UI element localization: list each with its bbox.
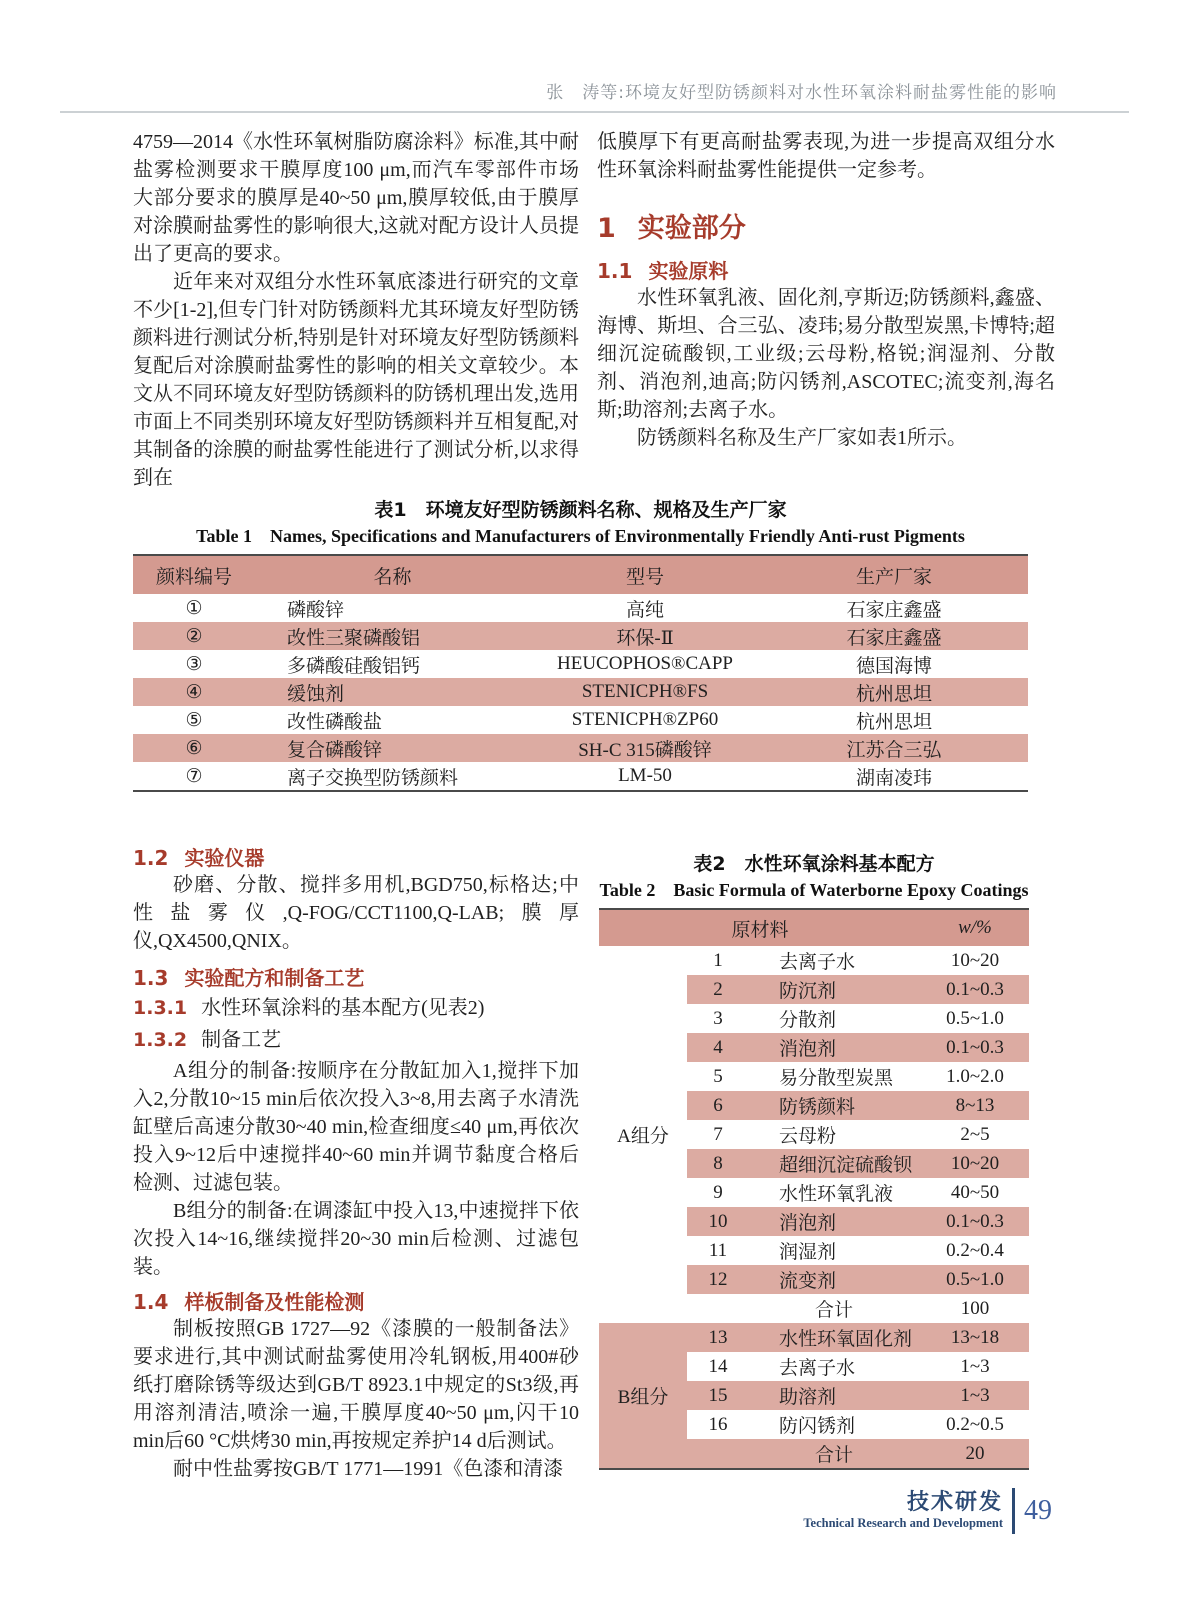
cell: 6 bbox=[687, 1091, 749, 1120]
cell: 14 bbox=[708, 1355, 728, 1377]
cell: ⑥ bbox=[133, 734, 255, 762]
paragraph: 防锈颜料名称及生产厂家如表1所示。 bbox=[637, 427, 967, 449]
cell: 11 bbox=[708, 1239, 728, 1261]
paragraph: 近年来对双组分水性环氧底漆进行研究的文章不少[1-2],但专门针对防锈颜料尤其环境友好型防锈颜料进行测试分析,特别是针对环境友好型防锈颜料复配后对涂膜耐盐雾性的影响的相关文章较少。本文从不同环境友好型防锈颜料的防锈机理出发,选用市面上不同类别环境友好型防锈颜料并互相复配,对其制备的涂膜的耐盐雾性能进行了测试分析,以求得到在 bbox=[133, 271, 579, 489]
column-header: 原材料 bbox=[599, 909, 921, 946]
section-heading-1-3 bbox=[133, 965, 579, 991]
footer-section-title bbox=[803, 1491, 1003, 1531]
cell: 改性磷酸盐 bbox=[287, 711, 383, 733]
section-title: 实验部分 bbox=[637, 213, 746, 244]
paragraph: 耐中性盐雾按GB/T 1771—1991《色漆和清漆 bbox=[173, 1458, 564, 1480]
section-title: 水性环氧涂料的基本配方(见表2) bbox=[201, 997, 485, 1019]
cell: ③ bbox=[185, 653, 203, 675]
cell: STENICPH®ZP60 bbox=[571, 709, 719, 730]
cell: ① bbox=[185, 597, 203, 619]
cell: LM-50 bbox=[618, 765, 672, 786]
cell: 防沉剂 bbox=[749, 975, 921, 1004]
paragraph: A组分的制备:按顺序在分散缸加入1,搅拌下加入2,分散10~15 min后依次投入3~8,用去离子水清洗缸壁后高速分散30~40 min,检查细度≤40 μm,再依次投入9~12后中速搅拌40~60 min并调节黏度合格后检测、过滤包装。 bbox=[133, 1060, 579, 1194]
cell: 15 bbox=[687, 1381, 749, 1410]
paragraph: 砂磨、分散、搅拌多用机,BGD750,标格达;中性盐雾仪,Q-FOG/CCT1100,Q-LAB;膜厚仪,QX4500,QNIX。 bbox=[133, 874, 579, 952]
cell: 润湿剂 bbox=[779, 1242, 837, 1263]
section-number: 1.4 bbox=[133, 1290, 169, 1314]
cell: 消泡剂 bbox=[749, 1033, 921, 1062]
header-rule bbox=[60, 111, 1129, 113]
paragraph: 水性环氧乳液、固化剂,亨斯迈;防锈颜料,鑫盛、海博、斯坦、合三弘、凌玮;易分散型炭黑,卡博特;超细沉淀硫酸钡,工业级;云母粉,格锐;润湿剂、分散剂、消泡剂,迪高;防闪锈剂,ASCOTEC;流变剂,海名斯;助溶剂;去离子水。 bbox=[597, 287, 1055, 421]
column-header: 名称 bbox=[255, 555, 530, 594]
cell: 多磷酸硅酸铝钙 bbox=[287, 655, 421, 677]
cell: 流变剂 bbox=[749, 1265, 921, 1294]
cell: 20 bbox=[921, 1439, 1029, 1469]
cell: 10 bbox=[687, 1207, 749, 1236]
group-label-b: B组分 bbox=[599, 1323, 687, 1469]
running-head: 张 涛等:环境友好型防锈颜料对水性环氧涂料耐盐雾性能的影响 bbox=[546, 83, 1057, 103]
table2-header-row bbox=[599, 909, 1029, 946]
cell: 去离子水 bbox=[779, 952, 856, 973]
cell: 1.0~2.0 bbox=[946, 1065, 1004, 1087]
table-row bbox=[133, 594, 1028, 622]
cell: 防锈颜料 bbox=[749, 1091, 921, 1120]
section-title: 样板制备及性能检测 bbox=[184, 1290, 365, 1314]
footer-divider-bar bbox=[1012, 1488, 1015, 1534]
table-row bbox=[133, 650, 1028, 678]
cell: 0.1~0.3 bbox=[921, 975, 1029, 1004]
section-heading-1-4 bbox=[133, 1289, 579, 1315]
cell: 100 bbox=[960, 1297, 990, 1319]
cell: 助溶剂 bbox=[749, 1381, 921, 1410]
cell: 消泡剂 bbox=[749, 1207, 921, 1236]
cell: 7 bbox=[713, 1123, 723, 1145]
cell: 0.5~1.0 bbox=[921, 1265, 1029, 1294]
cell: ② bbox=[133, 622, 255, 650]
cell: 分散剂 bbox=[779, 1010, 837, 1031]
cell: ⑤ bbox=[185, 709, 203, 731]
table1 bbox=[133, 554, 1028, 792]
table2-caption-zh: 表2 水性环氧涂料基本配方 bbox=[693, 853, 935, 875]
cell bbox=[687, 1294, 749, 1323]
cell: 德国海博 bbox=[855, 655, 932, 677]
right-column-top bbox=[597, 128, 1055, 452]
left-column-top bbox=[133, 128, 579, 492]
cell: SH-C 315磷酸锌 bbox=[530, 734, 760, 762]
cell: 9 bbox=[713, 1181, 723, 1203]
cell: ④ bbox=[133, 678, 255, 706]
group-label-a: A组分 bbox=[599, 946, 687, 1323]
cell: 0.2~0.5 bbox=[946, 1413, 1004, 1435]
section-title: 制备工艺 bbox=[201, 1029, 282, 1051]
page-number: 49 bbox=[1024, 1495, 1052, 1526]
cell: 水性环氧固化剂 bbox=[749, 1323, 921, 1352]
footer-title-en: Technical Research and Development bbox=[803, 1516, 1003, 1530]
cell: 10~20 bbox=[921, 1149, 1029, 1178]
cell: 3 bbox=[713, 1007, 723, 1029]
cell: 5 bbox=[713, 1065, 723, 1087]
cell: 4 bbox=[687, 1033, 749, 1062]
table-row bbox=[133, 706, 1028, 734]
section-heading-1-1 bbox=[597, 258, 1055, 284]
section-heading-1-3-2 bbox=[133, 1025, 579, 1055]
cell: 8 bbox=[687, 1149, 749, 1178]
cell: 0.2~0.4 bbox=[946, 1239, 1004, 1261]
cell: 改性三聚磷酸铝 bbox=[255, 622, 530, 650]
table2-caption-en: Table 2 Basic Formula of Waterborne Epoxy Coatings bbox=[599, 880, 1029, 900]
cell: 水性环氧乳液 bbox=[779, 1184, 894, 1205]
column-header: 颜料编号 bbox=[133, 555, 255, 594]
paragraph: 4759—2014《水性环氧树脂防腐涂料》标准,其中耐盐雾检测要求干膜厚度100 μm,而汽车零部件市场大部分要求的膜厚是40~50 μm,膜厚较低,由于膜厚对涂膜耐盐雾性的影响很大,这就对配方设计人员提出了更高的要求。 bbox=[133, 131, 579, 265]
cell: 1 bbox=[713, 949, 723, 971]
cell: 石家庄鑫盛 bbox=[760, 622, 1028, 650]
cell: 8~13 bbox=[921, 1091, 1029, 1120]
left-column-bottom bbox=[133, 845, 579, 1483]
table-row bbox=[133, 762, 1028, 791]
cell: 湖南凌玮 bbox=[855, 767, 932, 789]
footer-title-zh: 技术研发 bbox=[906, 1490, 1003, 1515]
cell: 磷酸锌 bbox=[287, 599, 345, 621]
table-row bbox=[599, 946, 1029, 975]
table2 bbox=[599, 908, 1029, 1470]
cell: 云母粉 bbox=[779, 1126, 837, 1147]
cell: 江苏合三弘 bbox=[760, 734, 1028, 762]
section-number: 1.2 bbox=[133, 846, 169, 870]
table-row bbox=[133, 678, 1028, 706]
column-header: w/% bbox=[921, 909, 1029, 946]
cell: 易分散型炭黑 bbox=[779, 1068, 894, 1089]
section-title: 实验配方和制备工艺 bbox=[184, 966, 365, 990]
cell: 0.1~0.3 bbox=[921, 1207, 1029, 1236]
section-number: 1.1 bbox=[597, 259, 633, 283]
cell: 缓蚀剂 bbox=[255, 678, 530, 706]
section-heading-1-2 bbox=[133, 845, 579, 871]
cell: 环保-Ⅱ bbox=[530, 622, 760, 650]
table-row bbox=[599, 1323, 1029, 1352]
cell: 去离子水 bbox=[779, 1358, 856, 1379]
cell: 2~5 bbox=[960, 1123, 990, 1145]
paragraph: 制板按照GB 1727—92《漆膜的一般制备法》要求进行,其中测试耐盐雾使用冷轧钢板,用400#砂纸打磨除锈等级达到GB/T 8923.1中规定的St3级,再用溶剂清洁,喷涂一遍,干膜厚度40~50 μm,闪干10 min后60 °C烘烤30 min,再按规定养护14 d后测试。 bbox=[133, 1318, 579, 1452]
cell bbox=[687, 1439, 749, 1469]
section-title: 实验原料 bbox=[648, 259, 729, 283]
cell: 16 bbox=[708, 1413, 728, 1435]
cell: 13 bbox=[687, 1323, 749, 1352]
cell: HEUCOPHOS®CAPP bbox=[557, 653, 733, 674]
section-number: 1.3.2 bbox=[133, 1029, 188, 1051]
cell: 1~3 bbox=[960, 1355, 990, 1377]
cell: 0.5~1.0 bbox=[946, 1007, 1004, 1029]
paragraph: B组分的制备:在调漆缸中投入13,中速搅拌下依次投入14~16,继续搅拌20~30 min后检测、过滤包装。 bbox=[133, 1200, 579, 1278]
cell: 1~3 bbox=[921, 1381, 1029, 1410]
page-footer bbox=[803, 1488, 1052, 1534]
section-number: 1.3.1 bbox=[133, 997, 188, 1019]
section-number: 1.3 bbox=[133, 966, 169, 990]
cell: 2 bbox=[687, 975, 749, 1004]
column-header: 型号 bbox=[530, 555, 760, 594]
cell: 0.1~0.3 bbox=[921, 1033, 1029, 1062]
cell: 超细沉淀硫酸钡 bbox=[749, 1149, 921, 1178]
cell: 杭州思坦 bbox=[760, 678, 1028, 706]
table1-header-row bbox=[133, 555, 1028, 594]
cell: 40~50 bbox=[950, 1181, 1000, 1203]
section-heading-1 bbox=[597, 212, 1055, 246]
paragraph: 低膜厚下有更高耐盐雾表现,为进一步提高双组分水性环氧涂料耐盐雾性能提供一定参考。 bbox=[597, 131, 1055, 181]
section-heading-1-3-1 bbox=[133, 993, 579, 1023]
column-header: 生产厂家 bbox=[760, 555, 1028, 594]
table-row bbox=[133, 734, 1028, 762]
table-row bbox=[133, 622, 1028, 650]
cell: ⑦ bbox=[185, 765, 203, 787]
cell: 合计 bbox=[749, 1439, 921, 1469]
cell: 复合磷酸锌 bbox=[255, 734, 530, 762]
table1-block bbox=[133, 498, 1028, 792]
cell: 杭州思坦 bbox=[855, 711, 932, 733]
cell: 合计 bbox=[814, 1300, 853, 1321]
cell: 13~18 bbox=[921, 1323, 1029, 1352]
table1-caption-en: Table 1 Names, Specifications and Manufacturers of Environmentally Friendly Anti-rust Pigments bbox=[196, 526, 965, 546]
cell: 10~20 bbox=[950, 949, 1000, 971]
cell: 防闪锈剂 bbox=[779, 1416, 856, 1437]
cell: 石家庄鑫盛 bbox=[846, 599, 942, 621]
section-title: 实验仪器 bbox=[184, 846, 265, 870]
table2-block bbox=[599, 852, 1029, 1470]
section-number: 1 bbox=[597, 213, 616, 244]
cell: 12 bbox=[687, 1265, 749, 1294]
cell: STENICPH®FS bbox=[530, 678, 760, 706]
cell: 高纯 bbox=[625, 599, 664, 621]
table1-caption-zh: 表1 环境友好型防锈颜料名称、规格及生产厂家 bbox=[374, 499, 787, 521]
cell: 离子交换型防锈颜料 bbox=[287, 767, 459, 789]
